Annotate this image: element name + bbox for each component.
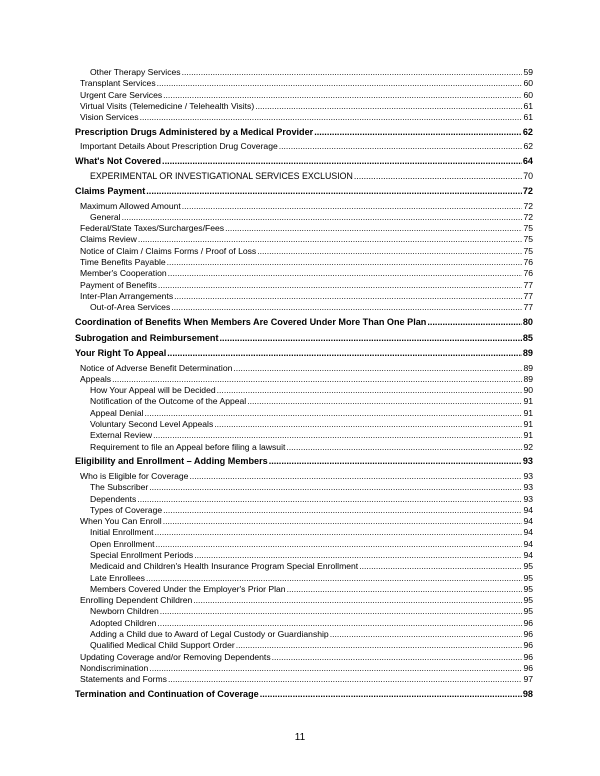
toc-entry-title: Voluntary Second Level Appeals bbox=[90, 419, 214, 430]
toc-entry-title: Notice of Adverse Benefit Determination bbox=[80, 362, 233, 373]
toc-entry-page: 89 bbox=[522, 348, 533, 359]
dot-leader bbox=[112, 374, 522, 385]
toc-entry-page: 75 bbox=[523, 245, 533, 256]
toc-entry[interactable] bbox=[75, 302, 533, 313]
dot-leader bbox=[220, 332, 522, 345]
dot-leader bbox=[137, 494, 522, 505]
dot-leader bbox=[174, 291, 522, 302]
dot-leader bbox=[427, 316, 522, 329]
dot-leader bbox=[167, 347, 522, 360]
toc-entry-page: 62 bbox=[523, 141, 533, 152]
toc-entry[interactable] bbox=[75, 482, 533, 493]
dot-leader bbox=[122, 212, 523, 223]
toc-entry[interactable] bbox=[75, 430, 533, 441]
toc-entry-page: 94 bbox=[523, 527, 533, 538]
dot-leader bbox=[194, 550, 522, 561]
toc-entry-page: 90 bbox=[523, 385, 533, 396]
dot-leader bbox=[359, 561, 522, 572]
dot-leader bbox=[279, 141, 523, 152]
toc-entry[interactable] bbox=[75, 316, 533, 329]
toc-entry-page: 94 bbox=[523, 516, 533, 527]
toc-entry-title: Updating Coverage and/or Removing Dependents bbox=[80, 651, 271, 662]
toc-entry-title: Newborn Children bbox=[90, 606, 159, 617]
toc-entry-page: 64 bbox=[522, 156, 533, 167]
toc-entry-page: 93 bbox=[523, 470, 533, 481]
toc-entry[interactable] bbox=[75, 257, 533, 268]
toc-entry[interactable] bbox=[75, 201, 533, 212]
toc-entry[interactable] bbox=[75, 494, 533, 505]
toc-entry[interactable] bbox=[75, 408, 533, 419]
toc-entry-title: EXPERIMENTAL OR INVESTIGATIONAL SERVICES EXCLUSION bbox=[90, 170, 353, 181]
dot-leader bbox=[189, 471, 522, 482]
dot-leader bbox=[138, 234, 523, 245]
toc-entry[interactable] bbox=[75, 629, 533, 640]
toc-entry-title: Enrolling Dependent Children bbox=[80, 595, 193, 606]
toc-entry-page: 59 bbox=[523, 67, 533, 77]
dot-leader bbox=[354, 171, 522, 182]
toc-entry[interactable] bbox=[75, 185, 533, 198]
toc-entry-title: Special Enrollment Periods bbox=[90, 550, 194, 560]
dot-leader bbox=[287, 584, 523, 595]
toc-entry-title: How Your Appeal will be Decided bbox=[90, 385, 216, 396]
toc-entry-page: 93 bbox=[522, 456, 533, 467]
toc-entry-page: 60 bbox=[523, 89, 533, 100]
toc-entry-page: 94 bbox=[523, 504, 533, 515]
toc-entry-page: 76 bbox=[523, 268, 533, 279]
toc-entry[interactable] bbox=[75, 155, 533, 168]
toc-entry-page: 89 bbox=[523, 362, 533, 373]
toc-entry-page: 75 bbox=[523, 234, 533, 245]
toc-entry-title: Important Details About Prescription Drug Coverage bbox=[80, 141, 278, 152]
dot-leader bbox=[255, 101, 522, 112]
dot-leader bbox=[146, 185, 522, 198]
toc-entry[interactable] bbox=[75, 268, 533, 279]
toc-entry-title: Appeal Denial bbox=[90, 407, 144, 418]
toc-entry[interactable] bbox=[75, 374, 533, 385]
toc-entry-title: Late Enrollees bbox=[90, 572, 145, 583]
toc-entry-title: Who is Eligible for Coverage bbox=[80, 470, 189, 481]
dot-leader bbox=[163, 505, 522, 516]
toc-entry-title: Virtual Visits (Telemedicine / Telehealth Visits) bbox=[80, 100, 255, 111]
toc-entry-page: 92 bbox=[523, 441, 533, 452]
toc-entry-title: What's Not Covered bbox=[75, 156, 162, 167]
toc-entry[interactable] bbox=[75, 332, 533, 345]
toc-entry-title: Nondiscrimination bbox=[80, 662, 149, 673]
toc-entry-title: Types of Coverage bbox=[90, 504, 163, 515]
toc-entry-page: 72 bbox=[523, 211, 533, 222]
toc-entry-page: 95 bbox=[523, 583, 533, 594]
toc-entry-title: The Subscriber bbox=[90, 482, 149, 493]
dot-leader bbox=[155, 527, 523, 538]
dot-leader bbox=[157, 78, 523, 89]
toc-entry-title: When You Can Enroll bbox=[80, 516, 162, 527]
toc-entry-title: Claims Payment bbox=[75, 186, 146, 197]
dot-leader bbox=[160, 606, 523, 617]
toc-entry-title: Open Enrollment bbox=[90, 538, 155, 549]
toc-entry[interactable] bbox=[75, 112, 533, 123]
toc-entry[interactable] bbox=[75, 280, 533, 291]
toc-entry[interactable] bbox=[75, 442, 533, 453]
toc-entry[interactable] bbox=[75, 385, 533, 396]
toc-entry-title: Out-of-Area Services bbox=[90, 302, 171, 313]
toc-entry[interactable] bbox=[75, 67, 533, 78]
toc-entry[interactable] bbox=[75, 291, 533, 302]
toc-entry-title: Federal/State Taxes/Surcharges/Fees bbox=[80, 223, 225, 234]
dot-leader bbox=[153, 430, 522, 441]
toc-entry-title: Urgent Care Services bbox=[80, 89, 163, 100]
toc-entry-title: Inter-Plan Arrangements bbox=[80, 290, 174, 301]
toc-entry[interactable] bbox=[75, 126, 533, 139]
toc-entry[interactable] bbox=[75, 246, 533, 257]
toc-entry-title: External Review bbox=[90, 430, 153, 441]
toc-entry[interactable] bbox=[75, 419, 533, 430]
toc-entry-page: 91 bbox=[523, 407, 533, 418]
toc-entry-title: Adopted Children bbox=[90, 617, 157, 628]
toc-entry-page: 89 bbox=[523, 373, 533, 384]
toc-entry-page: 76 bbox=[523, 257, 533, 268]
toc-entry[interactable] bbox=[75, 561, 533, 572]
toc-entry[interactable] bbox=[75, 90, 533, 101]
toc-entry-page: 60 bbox=[523, 78, 533, 89]
toc-entry-title: Prescription Drugs Administered by a Medical Provider bbox=[75, 126, 314, 137]
toc-entry[interactable] bbox=[75, 363, 533, 374]
toc-entry-page: 80 bbox=[522, 317, 533, 328]
toc-entry-page: 72 bbox=[523, 200, 533, 211]
toc-entry[interactable] bbox=[75, 618, 533, 629]
toc-entry-page: 77 bbox=[523, 302, 533, 313]
toc-entry[interactable] bbox=[75, 595, 533, 606]
toc-entry-title: Appeals bbox=[80, 373, 112, 384]
dot-leader bbox=[193, 595, 522, 606]
dot-leader bbox=[167, 257, 523, 268]
dot-leader bbox=[214, 419, 522, 430]
toc-entry[interactable] bbox=[75, 505, 533, 516]
toc-entry-page: 94 bbox=[523, 538, 533, 549]
toc-entry-page: 95 bbox=[523, 561, 533, 572]
dot-leader bbox=[314, 126, 522, 139]
toc-entry-title: Your Right To Appeal bbox=[75, 348, 167, 359]
toc-entry[interactable] bbox=[75, 674, 533, 685]
toc-entry-title: Initial Enrollment bbox=[90, 527, 154, 538]
toc-entry-title: Statements and Forms bbox=[80, 674, 167, 685]
toc-entry-page: 96 bbox=[523, 640, 533, 651]
toc-entry-title: Member's Cooperation bbox=[80, 268, 167, 279]
toc-entry[interactable] bbox=[75, 663, 533, 674]
toc-entry-title: Notice of Claim / Claims Forms / Proof of Loss bbox=[80, 245, 257, 256]
dot-leader bbox=[156, 539, 523, 550]
toc-entry[interactable] bbox=[75, 455, 533, 468]
dot-leader bbox=[330, 629, 523, 640]
toc-entry-page: 85 bbox=[522, 332, 533, 343]
toc-entry[interactable] bbox=[75, 652, 533, 663]
toc-entry-title: Qualified Medical Child Support Order bbox=[90, 640, 235, 651]
toc-entry-page: 62 bbox=[522, 126, 533, 137]
toc-entry[interactable] bbox=[75, 516, 533, 527]
toc-entry[interactable] bbox=[75, 78, 533, 89]
toc-entry-title: Subrogation and Reimbursement bbox=[75, 332, 219, 343]
toc-entry-title: Other Therapy Services bbox=[90, 67, 181, 77]
toc-entry-title: Notification of the Outcome of the Appeal bbox=[90, 396, 247, 407]
toc-entry-page: 95 bbox=[523, 595, 533, 606]
toc-entry[interactable] bbox=[75, 171, 533, 182]
toc-entry-title: Vision Services bbox=[80, 112, 139, 123]
toc-entry[interactable] bbox=[75, 606, 533, 617]
dot-leader bbox=[163, 90, 522, 101]
toc-entry-page: 93 bbox=[523, 482, 533, 493]
dot-leader bbox=[269, 455, 522, 468]
toc-entry[interactable] bbox=[75, 527, 533, 538]
toc-entry[interactable] bbox=[75, 212, 533, 223]
table-of-contents bbox=[75, 67, 533, 704]
toc-entry-page: 96 bbox=[523, 629, 533, 640]
dot-leader bbox=[233, 363, 522, 374]
toc-entry[interactable] bbox=[75, 396, 533, 407]
toc-entry-page: 95 bbox=[523, 606, 533, 617]
toc-entry-title: Adding a Child due to Award of Legal Custody or Guardianship bbox=[90, 629, 329, 640]
toc-entry-page: 93 bbox=[523, 493, 533, 504]
toc-entry[interactable] bbox=[75, 550, 533, 561]
toc-entry[interactable] bbox=[75, 584, 533, 595]
toc-entry[interactable] bbox=[75, 347, 533, 360]
toc-entry[interactable] bbox=[75, 101, 533, 112]
toc-entry-page: 95 bbox=[523, 572, 533, 583]
toc-entry-page: 96 bbox=[523, 651, 533, 662]
toc-entry-page: 91 bbox=[523, 396, 533, 407]
toc-entry-title: Claims Review bbox=[80, 234, 137, 245]
toc-entry-title: Time Benefits Payable bbox=[80, 257, 166, 268]
dot-leader bbox=[171, 302, 522, 313]
toc-entry-title: Maximum Allowed Amount bbox=[80, 200, 181, 211]
toc-entry-page: 94 bbox=[523, 550, 533, 560]
toc-entry-page: 61 bbox=[523, 112, 533, 123]
toc-entry-page: 61 bbox=[523, 100, 533, 111]
toc-entry-page: 77 bbox=[523, 279, 533, 290]
toc-entry-page: 91 bbox=[523, 430, 533, 441]
toc-entry[interactable] bbox=[75, 688, 533, 701]
dot-leader bbox=[182, 201, 523, 212]
dot-leader bbox=[257, 246, 522, 257]
dot-leader bbox=[225, 223, 522, 234]
dot-leader bbox=[163, 516, 523, 527]
dot-leader bbox=[149, 663, 522, 674]
dot-leader bbox=[145, 408, 523, 419]
dot-leader bbox=[236, 640, 523, 651]
toc-entry[interactable] bbox=[75, 573, 533, 584]
toc-entry[interactable] bbox=[75, 234, 533, 245]
toc-entry-page: 96 bbox=[523, 662, 533, 673]
toc-entry-title: Members Covered Under the Employer's Prior Plan bbox=[90, 583, 286, 594]
toc-entry-title: Coordination of Benefits When Members Are Covered Under More Than One Plan bbox=[75, 317, 427, 328]
dot-leader bbox=[162, 155, 522, 168]
toc-entry[interactable] bbox=[75, 539, 533, 550]
dot-leader bbox=[182, 67, 523, 78]
toc-entry-title: Payment of Benefits bbox=[80, 279, 157, 290]
toc-entry[interactable] bbox=[75, 141, 533, 152]
toc-entry-page: 77 bbox=[523, 290, 533, 301]
dot-leader bbox=[168, 674, 523, 685]
toc-entry-title: Transplant Services bbox=[80, 78, 156, 89]
toc-entry-title: Termination and Continuation of Coverage bbox=[75, 689, 259, 700]
dot-leader bbox=[157, 618, 522, 629]
toc-entry-title: General bbox=[90, 211, 121, 222]
toc-entry-page: 97 bbox=[523, 674, 533, 685]
dot-leader bbox=[149, 482, 522, 493]
toc-entry-page: 72 bbox=[522, 186, 533, 197]
toc-entry-title: Requirement to file an Appeal before filing a lawsuit bbox=[90, 441, 286, 452]
toc-entry[interactable] bbox=[75, 640, 533, 651]
toc-entry-page: 75 bbox=[523, 223, 533, 234]
dot-leader bbox=[272, 652, 523, 663]
toc-entry-page: 91 bbox=[523, 419, 533, 430]
dot-leader bbox=[140, 112, 523, 123]
toc-entry-page: 98 bbox=[522, 689, 533, 700]
dot-leader bbox=[217, 385, 523, 396]
page-number: 11 bbox=[294, 732, 306, 743]
toc-entry-title: Medicaid and Children's Health Insurance Program Special Enrollment bbox=[90, 561, 359, 572]
dot-leader bbox=[158, 280, 523, 291]
toc-entry-page: 70 bbox=[523, 170, 533, 181]
dot-leader bbox=[260, 688, 522, 701]
dot-leader bbox=[168, 268, 523, 279]
toc-entry-title: Dependents bbox=[90, 493, 137, 504]
toc-entry[interactable] bbox=[75, 471, 533, 482]
toc-entry[interactable] bbox=[75, 223, 533, 234]
dot-leader bbox=[146, 573, 522, 584]
dot-leader bbox=[247, 396, 522, 407]
toc-entry-title: Eligibility and Enrollment – Adding Members bbox=[75, 456, 268, 467]
toc-entry-page: 96 bbox=[523, 617, 533, 628]
dot-leader bbox=[286, 442, 522, 453]
